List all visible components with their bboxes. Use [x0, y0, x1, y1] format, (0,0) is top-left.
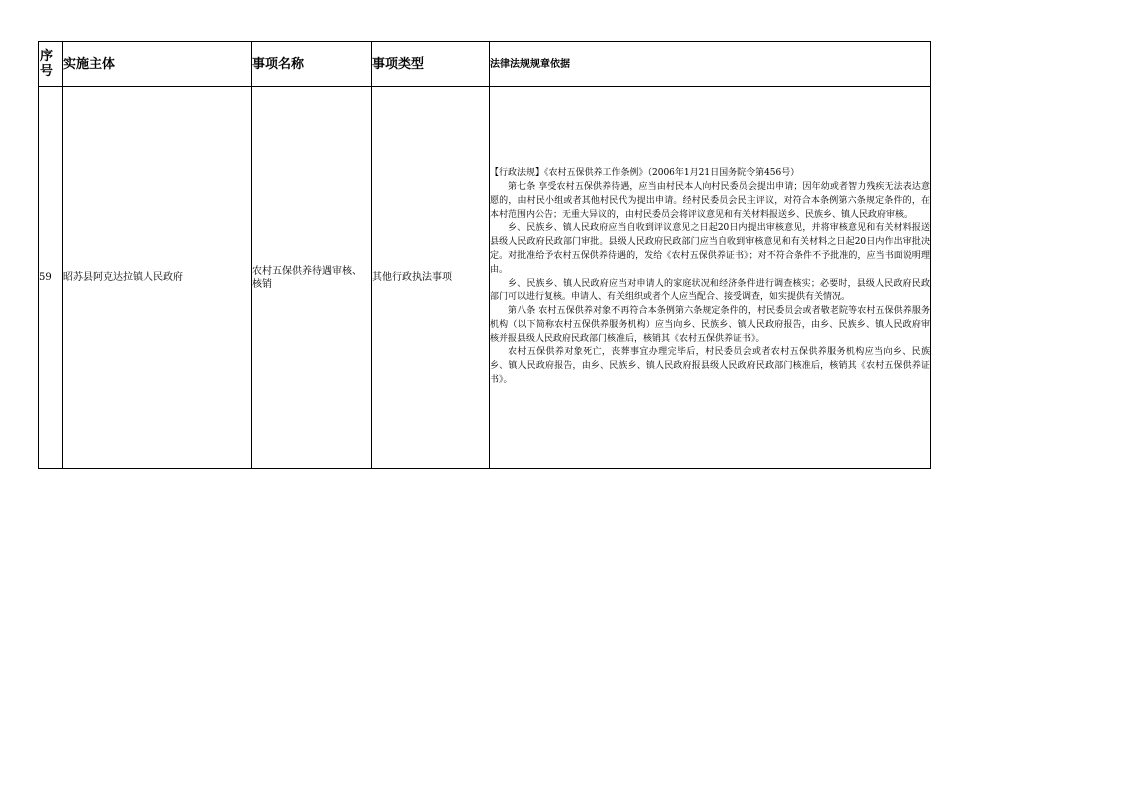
- row-item-name: 农村五保供养待遇审核、核销: [252, 87, 372, 469]
- legal-basis-paragraph: 农村五保供养对象死亡，丧葬事宜办理完毕后，村民委员会或者农村五保供养服务机构应当向乡、民族乡、镇人民政府报告，由乡、民族乡、镇人民政府报县级人民政府民政部门核准后，核销其《农村五保供养证书》。: [490, 347, 930, 386]
- legal-basis-paragraph: 第八条 农村五保供养对象不再符合本条例第六条规定条件的，村民委员会或者敬老院等农村五保供养服务机构（以下简称农村五保供养服务机构）应当向乡、民族乡、镇人民政府报告，由乡、民族乡、镇人民政府审核并报县级人民政府民政部门核准后，核销其《农村五保供养证书》。: [490, 306, 930, 344]
- legal-basis-paragraph: 乡、民族乡、镇人民政府应当对申请人的家庭状况和经济条件进行调查核实；必要时，县级人民政府民政部门可以进行复核。申请人、有关组织或者个人应当配合、接受调查，如实提供有关情况。: [490, 278, 930, 303]
- legal-basis-paragraph: 第七条 享受农村五保供养待遇，应当由村民本人向村民委员会提出申请；因年幼或者智力残疾无法表达意愿的，由村民小组或者其他村民代为提出申请。经村民委员会民主评议，对符合本条例第六条规定条件的，在本村范围内公告；无重大异议的，由村民委员会将评议意见和有关材料报送乡、民族乡、镇人民政府审核。: [490, 181, 930, 220]
- header-item-type: 事项类型: [372, 42, 490, 87]
- row-subject: 昭苏县阿克达拉镇人民政府: [63, 87, 252, 469]
- legal-basis-source: 【行政法规】《农村五保供养工作条例》（2006年1月21日国务院令第456号）: [490, 168, 800, 179]
- header-row: [39, 42, 931, 87]
- row-legal-basis: [490, 87, 931, 469]
- data-table: [38, 41, 931, 469]
- table-row: [39, 87, 931, 469]
- header-subject: 实施主体: [63, 42, 252, 87]
- header-item-name: 事项名称: [252, 42, 372, 87]
- legal-basis-paragraph: 乡、民族乡、镇人民政府应当自收到评议意见之日起20日内提出审核意见，并将审核意见和有关材料报送县级人民政府民政部门审批。县级人民政府民政部门应当自收到审核意见和有关材料之日起20日内作出审批决定。对批准给予农村五保供养待遇的，发给《农村五保供养证书》；对不符合条件不予批准的，应当书面说明理由。: [490, 223, 930, 275]
- row-index: 59: [39, 87, 63, 469]
- row-item-type: 其他行政执法事项: [372, 87, 490, 469]
- header-legal-basis: 法律法规规章依据: [490, 42, 931, 87]
- header-index: 序号: [39, 42, 63, 87]
